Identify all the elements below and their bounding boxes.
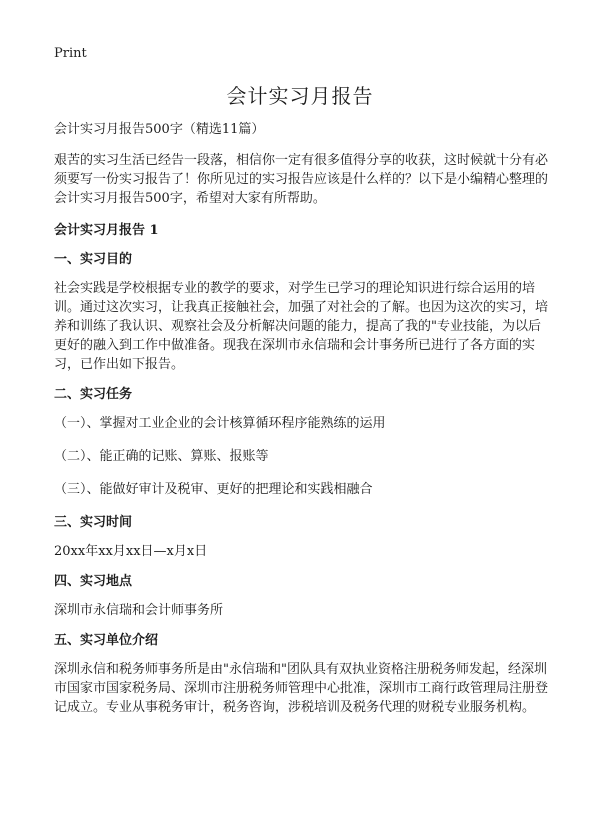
paragraph-purpose: 社会实践是学校根据专业的教学的要求，对学生已学习的理论知识进行综合运用的培训。通过这次实习，让我真正接触社会，加强了对社会的了解。也因为这次的实习，培养和训练了我认识、观察社会及分析解决问题的能力，提高了我的"专业技能，为以后更好的融入到工作中做准备。现我在深圳市永信瑞和会计事务所已进行了各方面的实习，已作出如下报告。 xyxy=(54,281,549,372)
article-intro: 艰苦的实习生活已经告一段落，相信你一定有很多值得分享的收获，这时候就十分有必须要写一份实习报告了！你所见过的实习报告应该是什么样的？以下是小编精心整理的会计实习月报告500字，希望对大家有所帮助。 xyxy=(54,153,549,206)
article-body xyxy=(54,120,548,728)
paragraph-time: 20xx年xx月xx日—x月x日 xyxy=(54,544,208,559)
page-title: 会计实习月报告 xyxy=(226,84,374,108)
paragraph-company: 深圳永信和税务师事务所是由"永信瑞和"团队具有双执业资格注册税务师发起，经深圳市国家市国家税务局、深圳市注册税务师管理中心批准，深圳市工商行政管理局注册登记成立。专业从事税务审计，税务咨询，涉税培训及税务代理的财税专业服务机构。 xyxy=(54,662,549,715)
heading-location: 四、实习地点 xyxy=(54,574,133,589)
paragraph-location: 深圳市永信瑞和会计师事务所 xyxy=(54,603,224,618)
print-link[interactable]: Print xyxy=(54,46,87,61)
article-subtitle: 会计实习月报告500字（精选11篇） xyxy=(54,122,265,137)
task-item: （二）、能正确的记账、算账、报账等 xyxy=(54,449,269,464)
task-item: （三）、能做好审计及税审、更好的把理论和实践相融合 xyxy=(54,482,373,497)
heading-company: 五、实习单位介绍 xyxy=(54,633,159,648)
heading-time: 三、实习时间 xyxy=(54,515,133,530)
heading-purpose: 一、实习目的 xyxy=(54,252,133,267)
heading-tasks: 二、实习任务 xyxy=(54,387,133,402)
task-item: （一）、掌握对工业企业的会计核算循环程序能熟练的运用 xyxy=(54,416,386,431)
section-title: 会计实习月报告 1 xyxy=(54,223,159,238)
